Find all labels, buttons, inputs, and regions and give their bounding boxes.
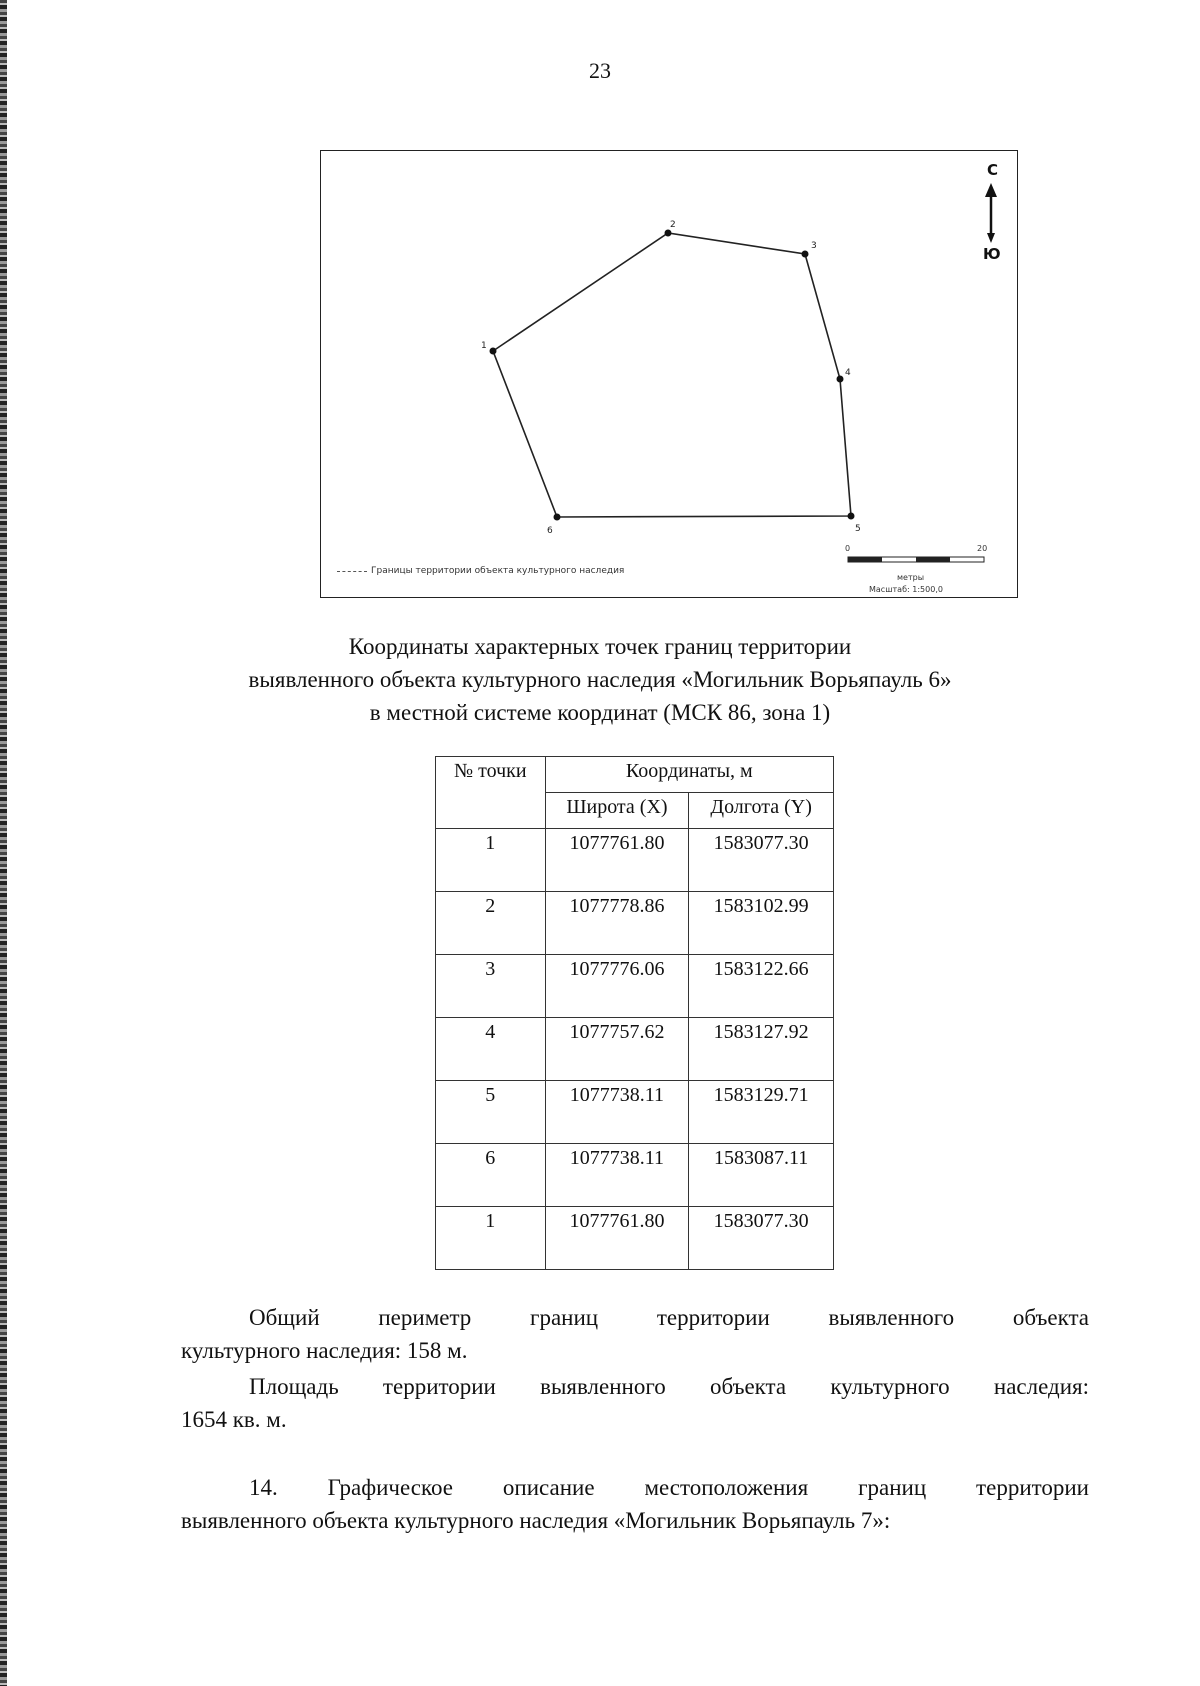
boundary-point — [490, 348, 497, 355]
cell-y: 1583077.30 — [689, 829, 834, 892]
cell-x: 1077757.62 — [545, 1018, 689, 1081]
compass-north: С — [987, 161, 999, 179]
table-caption — [0, 630, 1200, 729]
table-header-row — [436, 757, 834, 793]
boundary-point — [665, 230, 672, 237]
cell-point: 6 — [436, 1144, 546, 1207]
cell-point: 2 — [436, 892, 546, 955]
header-latitude: Широта (X) — [545, 793, 689, 829]
boundary-map — [320, 150, 1018, 598]
scale-unit: метры — [897, 573, 925, 582]
paragraph-line: Общий периметр границ территории выявленного объекта — [249, 1305, 1089, 1330]
paragraph-line: 14. Графическое описание местоположения границ территории — [249, 1475, 1089, 1500]
cell-x: 1077761.80 — [545, 829, 689, 892]
table-row — [436, 1207, 834, 1270]
territory-boundary — [493, 233, 851, 517]
legend-text: Границы территории объекта культурного наследия — [371, 566, 625, 576]
coordinates-table — [435, 756, 834, 1270]
table-row — [436, 955, 834, 1018]
compass-south: Ю — [983, 245, 1001, 263]
paragraph-line: культурного наследия: 158 м. — [181, 1338, 468, 1363]
cell-x: 1077776.06 — [545, 955, 689, 1018]
point-label: 2 — [670, 220, 676, 230]
scale-bar — [848, 557, 984, 562]
north-arrow-icon — [985, 183, 997, 243]
point-label: 6 — [547, 526, 553, 536]
scale-end: 20 — [977, 544, 988, 553]
caption-line: в местной системе координат (МСК 86, зона 1) — [369, 700, 831, 725]
cell-x: 1077761.80 — [545, 1207, 689, 1270]
boundary-points — [490, 230, 855, 521]
legend-boundary-line — [337, 571, 367, 572]
caption-line: выявленного объекта культурного наследия «Могильник Ворьяпауль 6» — [248, 667, 952, 692]
header-point-number: № точки — [436, 757, 546, 829]
scale-start: 0 — [845, 544, 851, 553]
cell-point: 5 — [436, 1081, 546, 1144]
boundary-point — [837, 376, 844, 383]
cell-point: 1 — [436, 829, 546, 892]
perimeter-paragraph — [181, 1301, 1089, 1367]
cell-x: 1077778.86 — [545, 892, 689, 955]
cell-point: 1 — [436, 1207, 546, 1270]
paragraph-line: 1654 кв. м. — [181, 1407, 287, 1432]
cell-y: 1583122.66 — [689, 955, 834, 1018]
point-label: 1 — [481, 341, 487, 351]
area-paragraph — [181, 1370, 1089, 1436]
cell-y: 1583127.92 — [689, 1018, 834, 1081]
header-coordinates: Координаты, м — [545, 757, 833, 793]
header-longitude: Долгота (Y) — [689, 793, 834, 829]
section-heading-paragraph — [181, 1471, 1089, 1537]
boundary-point — [802, 251, 809, 258]
cell-y: 1583129.71 — [689, 1081, 834, 1144]
cell-y: 1583087.11 — [689, 1144, 834, 1207]
paragraph-line: выявленного объекта культурного наследия «Могильник Ворьяпауль 7»: — [181, 1508, 891, 1533]
cell-x: 1077738.11 — [545, 1081, 689, 1144]
caption-line: Координаты характерных точек границ территории — [348, 634, 852, 659]
scan-edge — [0, 0, 7, 1686]
map-legend — [337, 566, 624, 576]
table-row — [436, 1018, 834, 1081]
cell-y: 1583077.30 — [689, 1207, 834, 1270]
point-label: 5 — [855, 524, 861, 534]
map-drawing — [321, 151, 1019, 599]
cell-point: 4 — [436, 1018, 546, 1081]
table-row — [436, 1144, 834, 1207]
cell-y: 1583102.99 — [689, 892, 834, 955]
table-row — [436, 1081, 834, 1144]
cell-point: 3 — [436, 955, 546, 1018]
boundary-point — [554, 514, 561, 521]
boundary-point — [848, 513, 855, 520]
table-row — [436, 892, 834, 955]
table-row — [436, 829, 834, 892]
point-label: 4 — [845, 368, 851, 378]
paragraph-line: Площадь территории выявленного объекта культурного наследия: — [249, 1374, 1089, 1399]
scale-ratio: Масштаб: 1:500,0 — [869, 585, 943, 594]
cell-x: 1077738.11 — [545, 1144, 689, 1207]
page-number: 23 — [589, 58, 611, 83]
point-label: 3 — [811, 241, 817, 251]
